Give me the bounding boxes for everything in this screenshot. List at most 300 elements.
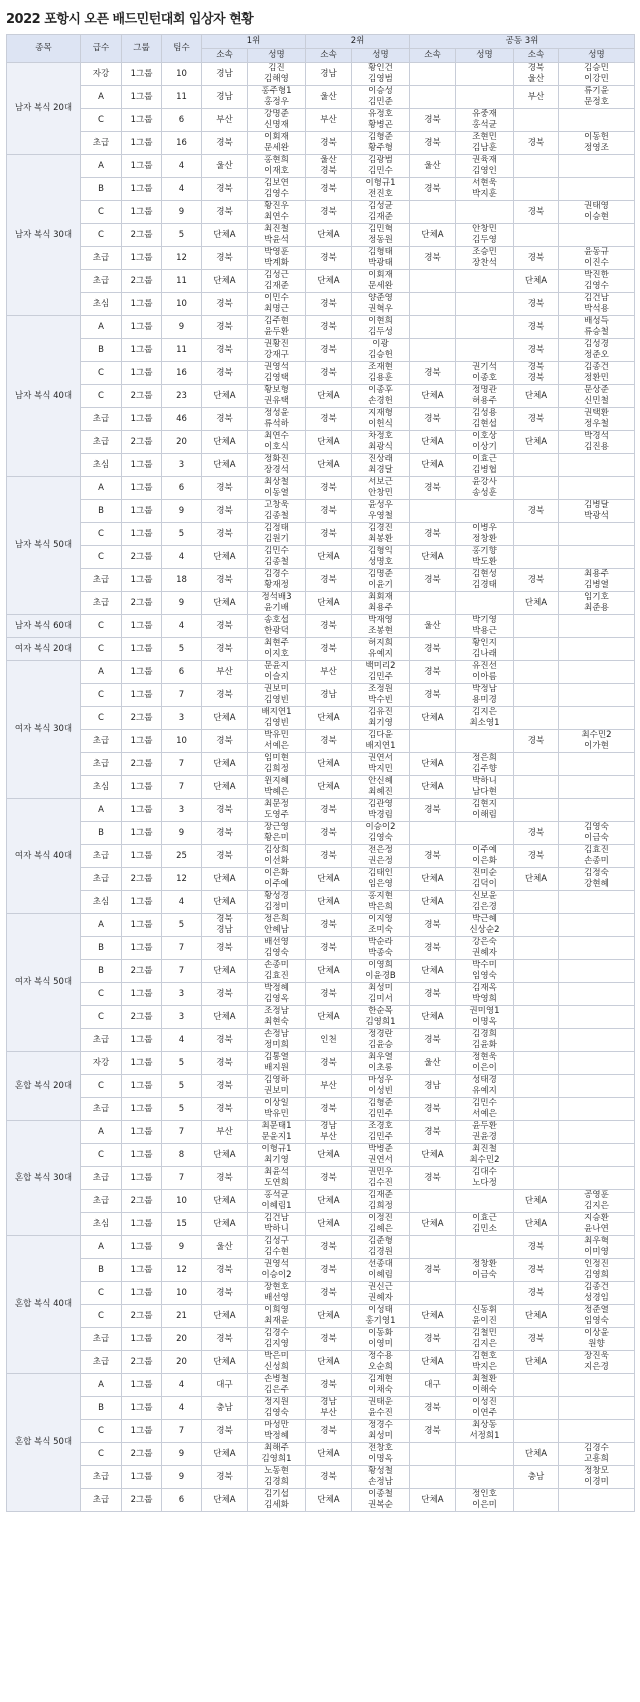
second-names-text: 윤성우 우영철 [368, 500, 393, 521]
second-club-text: 경북 [320, 942, 337, 953]
teams-cell [162, 845, 202, 868]
first-names-cell [248, 546, 306, 569]
first-names-cell [248, 845, 306, 868]
teams-cell [162, 155, 202, 178]
first-club-text: 경남 [216, 68, 233, 79]
first-club-text: 경북 경남 [216, 914, 233, 935]
second-club-cell [306, 1397, 352, 1420]
third-b-names-text: 김병달 박광석 [584, 500, 609, 521]
teams-text: 4 [178, 183, 185, 194]
first-club-cell [202, 224, 248, 247]
second-names-cell [352, 1397, 410, 1420]
first-names-text: 김통열 배지원 [264, 1052, 289, 1073]
third-a-names-cell [456, 1236, 514, 1259]
third-a-club-cell [410, 316, 456, 339]
teams-cell [162, 316, 202, 339]
group-text: 2그룹 [130, 1310, 153, 1321]
third-b-names-cell [559, 1374, 635, 1397]
group-text: 1그룹 [130, 1333, 153, 1344]
teams-text: 11 [176, 91, 187, 102]
third-a-club-cell [410, 1121, 456, 1144]
first-club-text: 경북 [216, 1080, 233, 1091]
first-names-cell [248, 753, 306, 776]
first-names-text: 김정태 김원기 [264, 523, 289, 544]
grade-cell [81, 500, 122, 523]
grade-text: 초급 [92, 1494, 110, 1505]
grade-cell [81, 63, 122, 86]
first-names-text: 손병철 김은주 [264, 1374, 289, 1395]
first-names-cell [248, 1098, 306, 1121]
third-a-names-text: 김성용 김현섭 [472, 408, 497, 429]
group-cell [122, 431, 162, 454]
third-b-names-cell [559, 1259, 635, 1282]
second-names-cell [352, 1466, 410, 1489]
grade-text: 초심 [92, 459, 110, 470]
third-a-names-cell [456, 339, 514, 362]
second-names-text: 서보근 안창민 [368, 477, 393, 498]
third-b-club-cell [514, 1098, 559, 1121]
second-names-cell [352, 615, 410, 638]
third-b-club-cell [514, 1305, 559, 1328]
second-club-text: 단체A [317, 965, 340, 976]
first-club-cell [202, 1305, 248, 1328]
first-names-text: 김기섭 김세화 [264, 1489, 289, 1510]
grade-cell [81, 523, 122, 546]
grade-cell [81, 408, 122, 431]
teams-text: 10 [176, 68, 187, 79]
first-names-cell [248, 1167, 306, 1190]
teams-cell [162, 546, 202, 569]
second-names-cell [352, 316, 410, 339]
third-a-names-cell [456, 638, 514, 661]
grade-text: A [98, 91, 104, 102]
second-club-cell [306, 224, 352, 247]
third-a-names-text: 유중재 홍석균 [472, 109, 497, 130]
group-text: 1그룹 [130, 252, 153, 263]
first-names-text: 권영석 이승이2 [261, 1259, 292, 1280]
group-text: 1그룹 [130, 988, 153, 999]
third-a-club-cell [410, 753, 456, 776]
third-a-club-cell [410, 132, 456, 155]
first-names-cell [248, 224, 306, 247]
third-a-names-cell [456, 1075, 514, 1098]
teams-text: 23 [176, 390, 187, 401]
first-club-cell [202, 868, 248, 891]
table-row [7, 1397, 635, 1420]
teams-cell [162, 1328, 202, 1351]
group-cell [122, 1006, 162, 1029]
third-b-names-cell [559, 1121, 635, 1144]
grade-cell [81, 1075, 122, 1098]
second-names-text: 최회재 최용주 [368, 592, 393, 613]
group-cell [122, 178, 162, 201]
group-cell [122, 201, 162, 224]
table-row [7, 1167, 635, 1190]
third-a-club-cell [410, 914, 456, 937]
third-a-names-cell [456, 201, 514, 224]
group-cell [122, 592, 162, 615]
first-club-cell [202, 1052, 248, 1075]
group-text: 1그룹 [130, 183, 153, 194]
second-names-text: 선종대 이혜림 [368, 1259, 393, 1280]
group-cell [122, 1121, 162, 1144]
third-a-club-cell [410, 523, 456, 546]
third-b-names-text: 박경석 김진용 [584, 431, 609, 452]
second-club-cell [306, 960, 352, 983]
second-club-cell [306, 1236, 352, 1259]
first-club-text: 부산 [216, 114, 233, 125]
teams-cell [162, 385, 202, 408]
group-cell [122, 1029, 162, 1052]
first-names-text: 이민수 최명근 [264, 293, 289, 314]
second-club-cell [306, 109, 352, 132]
teams-cell [162, 638, 202, 661]
second-names-text: 김경진 최봉환 [368, 523, 393, 544]
first-club-cell [202, 362, 248, 385]
teams-cell [162, 1213, 202, 1236]
group-text: 1그룹 [130, 68, 153, 79]
table-row [7, 960, 635, 983]
group-text: 2그룹 [130, 758, 153, 769]
first-club-text: 경북 [216, 988, 233, 999]
second-names-cell [352, 247, 410, 270]
first-club-text: 경북 [216, 367, 233, 378]
grade-text: C [98, 712, 104, 723]
grade-cell [81, 454, 122, 477]
event-category-cell: 혼합 복식 30대 [7, 1121, 81, 1236]
second-names-cell [352, 1489, 410, 1512]
second-club-cell [306, 1075, 352, 1098]
first-club-cell [202, 1443, 248, 1466]
third-a-names-cell [456, 1029, 514, 1052]
second-club-text: 경북 [320, 252, 337, 263]
second-club-cell [306, 1374, 352, 1397]
third-b-club-text: 단체A [524, 1195, 548, 1206]
first-club-cell [202, 730, 248, 753]
first-club-cell [202, 845, 248, 868]
second-names-cell [352, 822, 410, 845]
third-a-names-cell [456, 799, 514, 822]
table-row [7, 178, 635, 201]
group-text: 1그룹 [130, 1402, 153, 1413]
first-names-text: 김상희 이선화 [264, 845, 289, 866]
first-club-text: 단체A [213, 965, 236, 976]
grade-cell [81, 1121, 122, 1144]
third-b-names-cell [559, 63, 635, 86]
second-names-text: 김민혁 정동원 [368, 224, 393, 245]
grade-text: C [98, 367, 104, 378]
second-club-text: 부산 [320, 1080, 337, 1091]
third-a-club-text: 단체A [421, 781, 444, 792]
second-names-text: 이현희 김두성 [368, 316, 393, 337]
second-club-cell [306, 477, 352, 500]
first-club-text: 울산 [216, 1241, 233, 1252]
group-text: 1그룹 [130, 689, 153, 700]
third-b-names-text: 김종건 성경임 [584, 1282, 609, 1303]
third-b-names-cell [559, 362, 635, 385]
first-club-text: 경북 [216, 1103, 233, 1114]
first-club-text: 경북 [216, 942, 233, 953]
first-club-cell [202, 247, 248, 270]
third-b-club-cell [514, 316, 559, 339]
first-names-text: 권영석 김영택 [264, 362, 289, 383]
first-club-text: 경북 [216, 183, 233, 194]
event-category-cell: 남자 복식 30대 [7, 155, 81, 316]
third-a-club-text: 경북 [424, 367, 441, 378]
teams-text: 5 [178, 1103, 185, 1114]
teams-cell [162, 132, 202, 155]
table-row [7, 293, 635, 316]
second-names-cell [352, 1098, 410, 1121]
third-a-club-text: 단체A [421, 459, 444, 470]
third-b-club-cell [514, 201, 559, 224]
group-text: 1그룹 [130, 1264, 153, 1275]
header-name: 성명 [559, 49, 635, 63]
third-b-names-cell [559, 431, 635, 454]
table-row [7, 1098, 635, 1121]
group-cell [122, 546, 162, 569]
teams-cell [162, 431, 202, 454]
third-a-club-cell [410, 799, 456, 822]
second-club-cell [306, 1167, 352, 1190]
third-b-names-cell [559, 1443, 635, 1466]
second-names-cell [352, 845, 410, 868]
second-club-cell [306, 730, 352, 753]
second-names-text: 이광 김승헌 [368, 339, 393, 360]
third-b-names-text: 정창모 이경미 [584, 1466, 609, 1487]
third-b-club-cell [514, 684, 559, 707]
first-names-text: 박유민 서예은 [264, 730, 289, 751]
third-a-club-text: 경북 [424, 482, 441, 493]
third-a-names-cell [456, 592, 514, 615]
grade-cell [81, 316, 122, 339]
third-b-club-cell [514, 546, 559, 569]
first-names-cell [248, 132, 306, 155]
teams-cell [162, 684, 202, 707]
third-b-club-text: 경북 [527, 505, 545, 516]
second-names-text: 이정진 김혜은 [368, 1213, 393, 1234]
second-club-cell [306, 362, 352, 385]
third-a-names-cell [456, 523, 514, 546]
third-b-club-text: 단체A [524, 1310, 548, 1321]
first-names-cell [248, 638, 306, 661]
event-category-cell: 남자 복식 20대 [7, 63, 81, 155]
third-a-names-text: 박정남 용미경 [472, 684, 497, 705]
third-b-club-cell [514, 868, 559, 891]
third-a-names-cell [456, 1052, 514, 1075]
group-text: 1그룹 [130, 1080, 153, 1091]
first-names-text: 홍주형1 홍정우 [261, 86, 292, 107]
grade-text: 자강 [92, 1057, 110, 1068]
group-cell [122, 753, 162, 776]
first-names-cell [248, 615, 306, 638]
first-names-text: 손정남 정미희 [264, 1029, 289, 1050]
teams-cell [162, 178, 202, 201]
first-names-cell [248, 1282, 306, 1305]
second-club-text: 단체A [317, 597, 340, 608]
teams-cell [162, 1029, 202, 1052]
first-club-cell [202, 523, 248, 546]
results-body [7, 63, 635, 1512]
grade-cell [81, 569, 122, 592]
grade-text: 초급 [92, 873, 110, 884]
second-club-text: 경북 [320, 1241, 337, 1252]
teams-text: 12 [176, 1264, 187, 1275]
third-b-club-cell [514, 1213, 559, 1236]
first-names-text: 권보미 김영빈 [264, 684, 289, 705]
first-club-text: 단체A [213, 390, 236, 401]
third-b-club-cell [514, 845, 559, 868]
table-row [7, 891, 635, 914]
third-a-names-text: 최상동 서정희1 [469, 1420, 500, 1441]
first-club-text: 경북 [216, 735, 233, 746]
third-a-club-text: 경북 [424, 1172, 441, 1183]
first-club-cell [202, 293, 248, 316]
third-b-club-cell [514, 1190, 559, 1213]
third-b-club-cell [514, 247, 559, 270]
group-cell [122, 1052, 162, 1075]
first-names-text: 최상철 이동열 [264, 477, 289, 498]
third-b-club-text: 경북 [527, 827, 545, 838]
second-names-cell [352, 408, 410, 431]
third-a-club-cell [410, 546, 456, 569]
second-names-text: 이회재 문세완 [368, 270, 393, 291]
third-a-club-cell [410, 293, 456, 316]
teams-text: 5 [178, 1057, 185, 1068]
second-club-cell [306, 408, 352, 431]
third-a-club-cell [410, 661, 456, 684]
first-names-text: 김성근 김재준 [264, 270, 289, 291]
grade-cell [81, 477, 122, 500]
second-club-cell [306, 914, 352, 937]
third-b-names-text: 김건남 박석용 [584, 293, 609, 314]
teams-text: 18 [176, 574, 187, 585]
third-b-club-cell [514, 822, 559, 845]
first-club-cell [202, 109, 248, 132]
group-cell [122, 615, 162, 638]
second-club-cell [306, 385, 352, 408]
first-names-text: 정은희 안혜남 [264, 914, 289, 935]
group-cell [122, 845, 162, 868]
table-row [7, 1282, 635, 1305]
third-a-names-cell [456, 1466, 514, 1489]
first-club-cell [202, 86, 248, 109]
event-category-cell: 여자 복식 40대 [7, 799, 81, 914]
table-row [7, 155, 635, 178]
third-b-names-cell [559, 707, 635, 730]
grade-text: 초급 [92, 597, 110, 608]
third-a-club-cell [410, 707, 456, 730]
third-a-names-cell [456, 1443, 514, 1466]
table-row [7, 684, 635, 707]
grade-cell [81, 1144, 122, 1167]
third-a-club-cell [410, 1052, 456, 1075]
grade-text: C [98, 1080, 104, 1091]
second-club-text: 경북 [320, 482, 337, 493]
group-cell [122, 224, 162, 247]
first-names-text: 강명준 신명재 [264, 109, 289, 130]
teams-cell [162, 408, 202, 431]
second-club-cell [306, 270, 352, 293]
teams-text: 10 [176, 1287, 187, 1298]
third-b-club-cell [514, 477, 559, 500]
second-club-text: 경북 [320, 298, 337, 309]
third-b-names-cell [559, 132, 635, 155]
second-club-text: 부산 [320, 114, 337, 125]
first-names-text: 박영훈 박계화 [264, 247, 289, 268]
grade-text: 초급 [92, 1172, 110, 1183]
event-category-cell: 남자 복식 60대 [7, 615, 81, 638]
third-a-names-cell [456, 454, 514, 477]
second-club-text: 경북 [320, 367, 337, 378]
grade-cell [81, 132, 122, 155]
group-text: 1그룹 [130, 850, 153, 861]
grade-cell [81, 799, 122, 822]
teams-cell [162, 1236, 202, 1259]
second-club-text: 단체A [317, 229, 340, 240]
third-a-club-cell [410, 592, 456, 615]
second-names-text: 허지희 유예지 [368, 638, 393, 659]
third-b-names-cell [559, 293, 635, 316]
second-club-cell [306, 1098, 352, 1121]
grade-cell [81, 661, 122, 684]
group-text: 1그룹 [130, 528, 153, 539]
second-club-cell [306, 983, 352, 1006]
header-club: 소속 [514, 49, 559, 63]
second-club-cell [306, 1052, 352, 1075]
header-grade: 급수 [81, 35, 122, 63]
third-b-club-cell [514, 408, 559, 431]
group-cell [122, 661, 162, 684]
group-cell [122, 1098, 162, 1121]
teams-cell [162, 1144, 202, 1167]
third-a-club-text: 경북 [424, 666, 441, 677]
third-a-names-cell [456, 891, 514, 914]
second-club-text: 단체A [317, 390, 340, 401]
teams-cell [162, 523, 202, 546]
table-row [7, 569, 635, 592]
grade-text: 초급 [92, 275, 110, 286]
second-names-cell [352, 799, 410, 822]
first-club-text: 경북 [216, 1057, 233, 1068]
first-names-cell [248, 868, 306, 891]
group-text: 1그룹 [130, 620, 153, 631]
third-a-club-text: 울산 [424, 620, 441, 631]
group-text: 1그룹 [130, 781, 153, 792]
first-club-cell [202, 316, 248, 339]
second-club-cell [306, 500, 352, 523]
third-a-names-cell [456, 661, 514, 684]
second-club-cell [306, 316, 352, 339]
third-a-club-cell [410, 201, 456, 224]
first-club-cell [202, 569, 248, 592]
grade-text: A [98, 1379, 104, 1390]
table-row [7, 132, 635, 155]
grade-text: C [98, 1448, 104, 1459]
first-club-cell [202, 661, 248, 684]
third-a-club-cell [410, 500, 456, 523]
second-club-cell [306, 1466, 352, 1489]
first-names-text: 최문태1 문윤지1 [261, 1121, 292, 1142]
third-a-club-text: 단체A [421, 758, 444, 769]
third-b-club-text: 경북 [527, 252, 545, 263]
third-a-names-cell [456, 1328, 514, 1351]
table-row [7, 1006, 635, 1029]
teams-text: 3 [178, 712, 185, 723]
first-club-text: 경북 [216, 482, 233, 493]
first-club-cell [202, 1397, 248, 1420]
first-club-text: 경북 [216, 574, 233, 585]
